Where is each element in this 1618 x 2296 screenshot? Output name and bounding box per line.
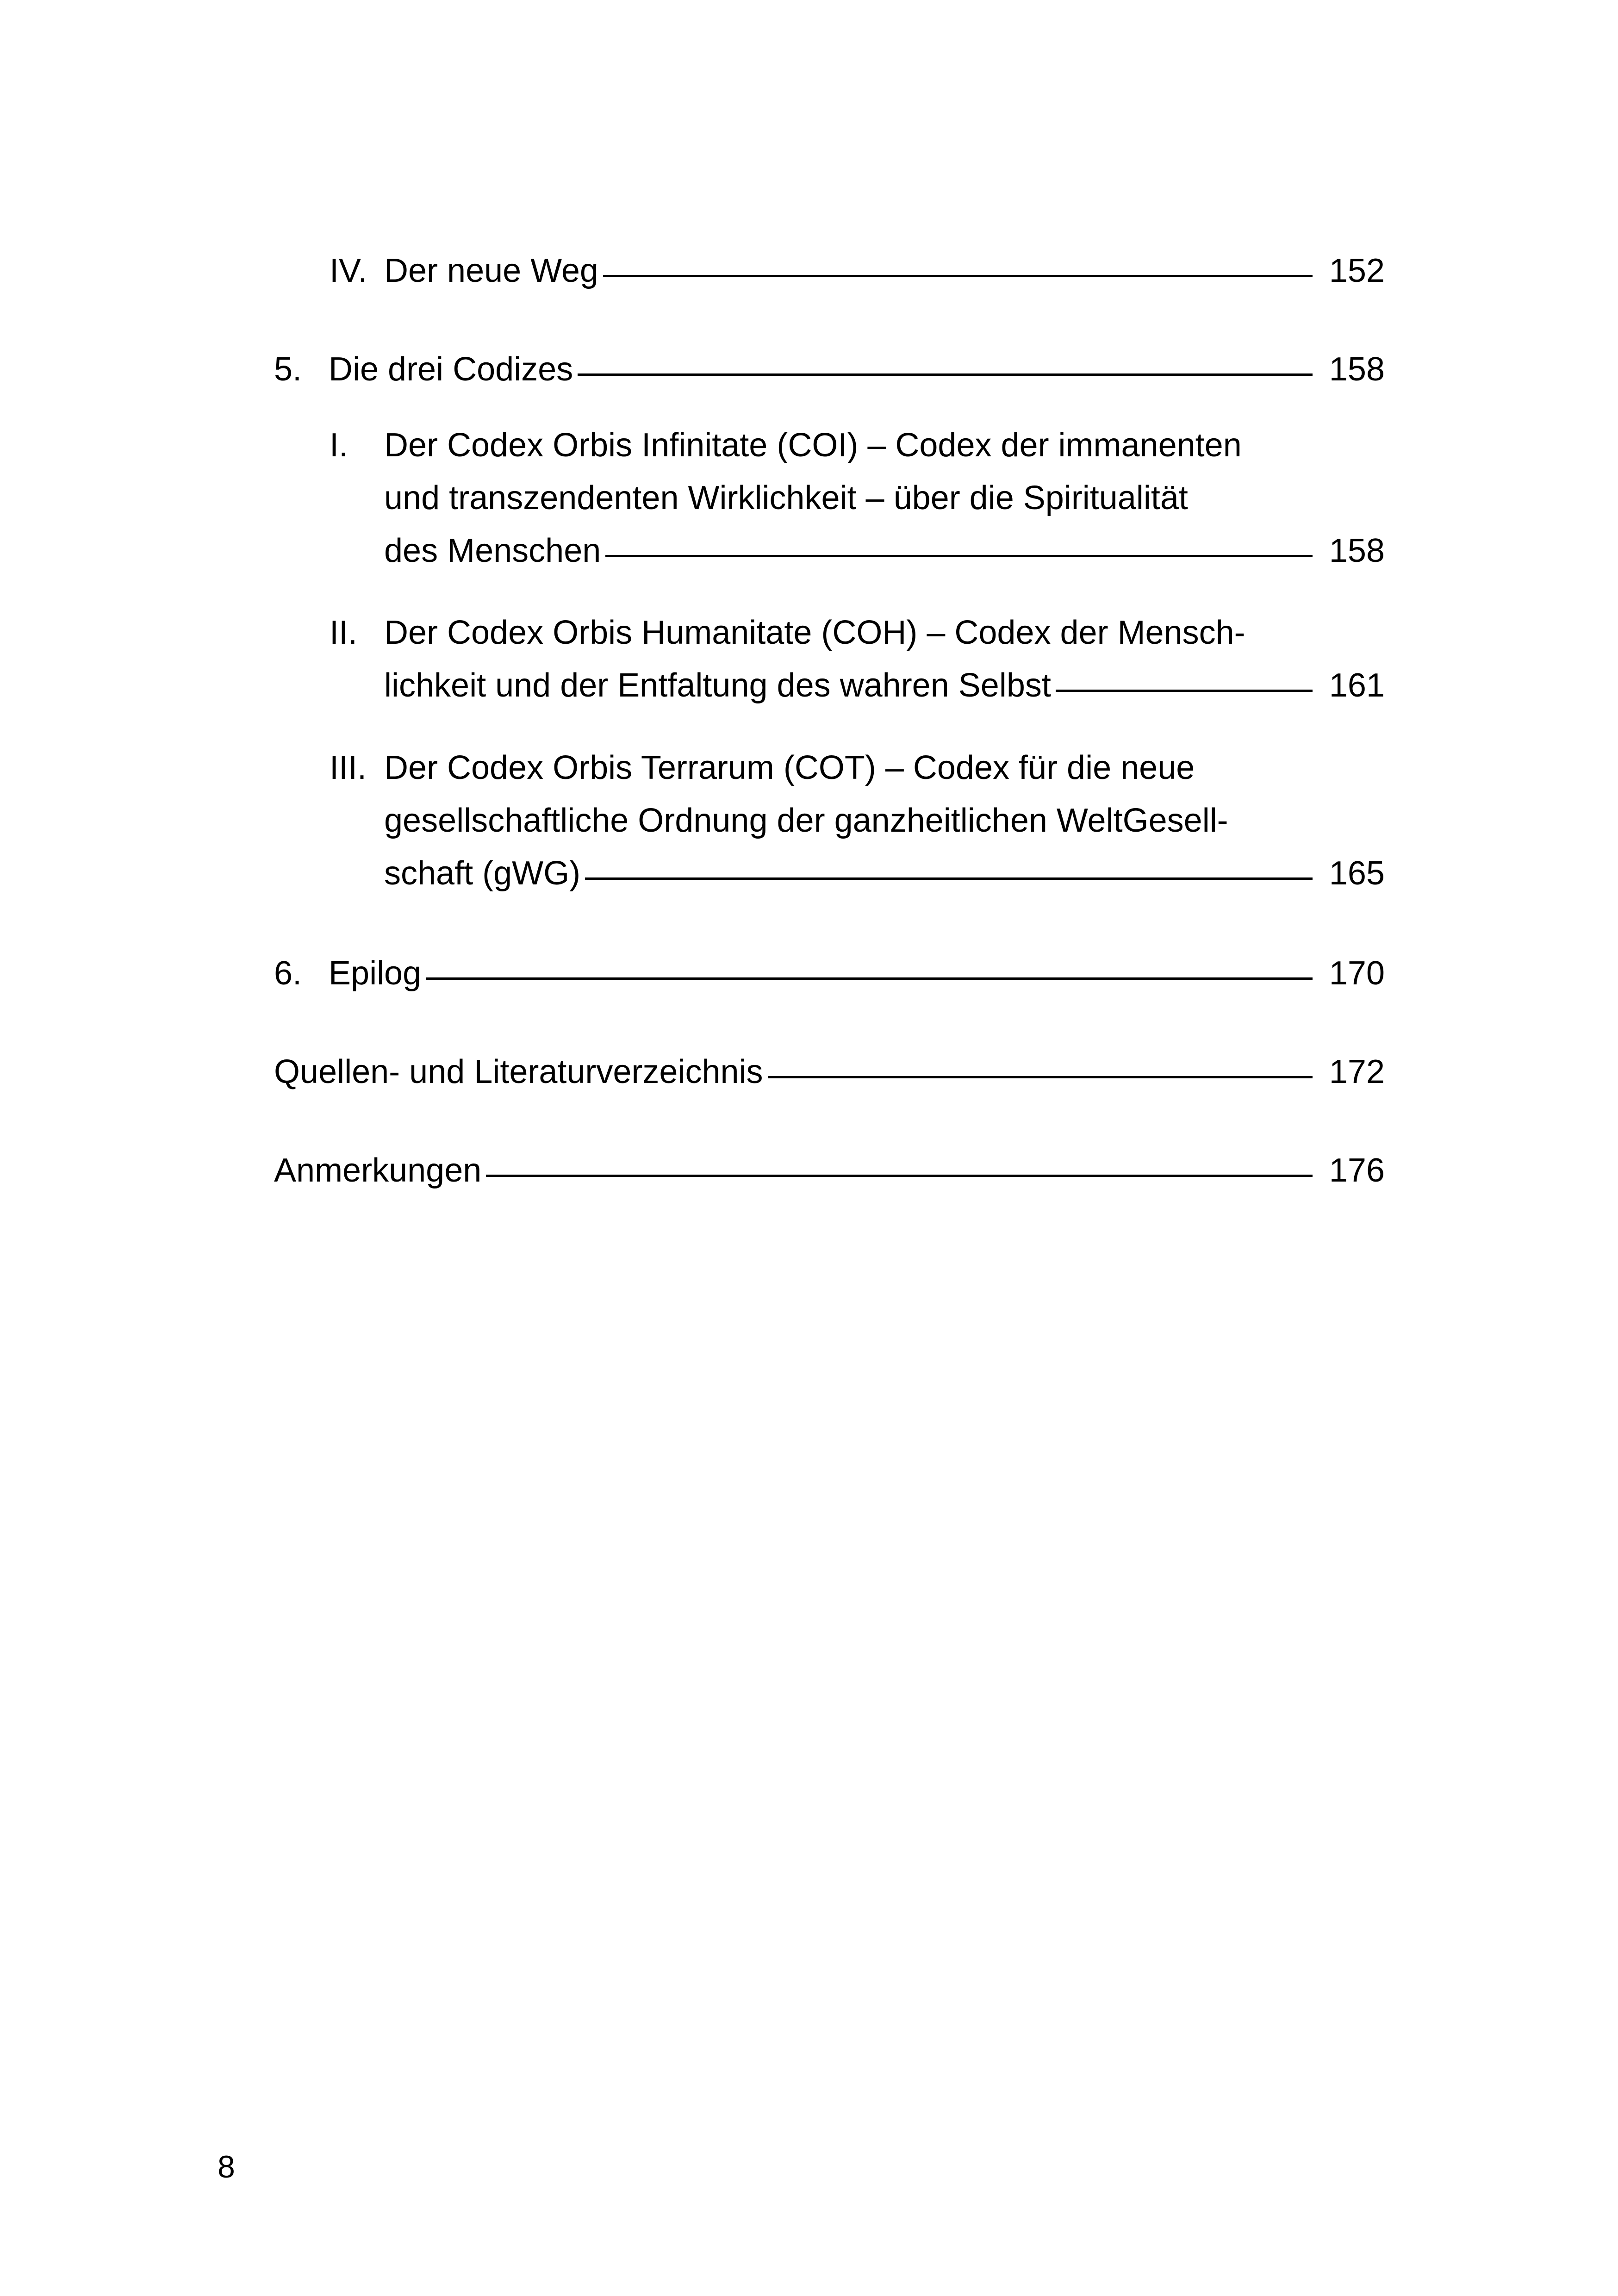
entry-title-line: Der Codex Orbis Terrarum (COT) – Codex für die neue	[384, 749, 1195, 786]
leader-line	[768, 1076, 1313, 1078]
entry-title: Die drei Codizes	[329, 351, 573, 388]
leader-line	[603, 275, 1313, 277]
entry-title-line: Der Codex Orbis Infinitate (COI) – Codex der immanenten	[384, 427, 1242, 464]
entry-title: Epilog	[329, 955, 422, 992]
page-ref: 158	[1329, 351, 1385, 388]
entry-number: 6.	[274, 955, 302, 992]
entry-number: IV.	[330, 252, 367, 289]
leader-line	[578, 373, 1313, 376]
leader-line	[486, 1175, 1313, 1177]
entry-title-line: Der Codex Orbis Humanitate (COH) – Codex der Mensch-	[384, 614, 1245, 651]
entry-title: lichkeit und der Entfaltung des wahren Selbst	[384, 667, 1051, 704]
entry-title-line: gesellschaftliche Ordnung der ganzheitlichen WeltGesell-	[384, 802, 1228, 839]
entry-number: 5.	[274, 351, 302, 388]
entry-title: Quellen- und Literaturverzeichnis	[274, 1053, 763, 1090]
leader-line	[605, 555, 1313, 557]
entry-number: II.	[330, 614, 358, 651]
entry-title: Anmerkungen	[274, 1152, 482, 1189]
entry-number: III.	[330, 749, 367, 786]
page-ref: 152	[1329, 252, 1385, 289]
page-number: 8	[218, 2149, 235, 2184]
entry-title: Der neue Weg	[384, 252, 598, 289]
page-ref: 158	[1329, 532, 1385, 569]
entry-title: schaft (gWG)	[384, 855, 581, 892]
entry-number: I.	[330, 427, 348, 464]
page-ref: 170	[1329, 955, 1385, 992]
entry-title-line: und transzendenten Wirklichkeit – über die Spiritualität	[384, 479, 1188, 516]
leader-line	[1056, 690, 1313, 692]
leader-line	[585, 877, 1313, 880]
page-ref: 161	[1329, 667, 1385, 704]
entry-title: des Menschen	[384, 532, 601, 569]
page-ref: 176	[1329, 1152, 1385, 1189]
page-ref: 172	[1329, 1053, 1385, 1090]
leader-line	[426, 977, 1313, 980]
page-ref: 165	[1329, 855, 1385, 892]
